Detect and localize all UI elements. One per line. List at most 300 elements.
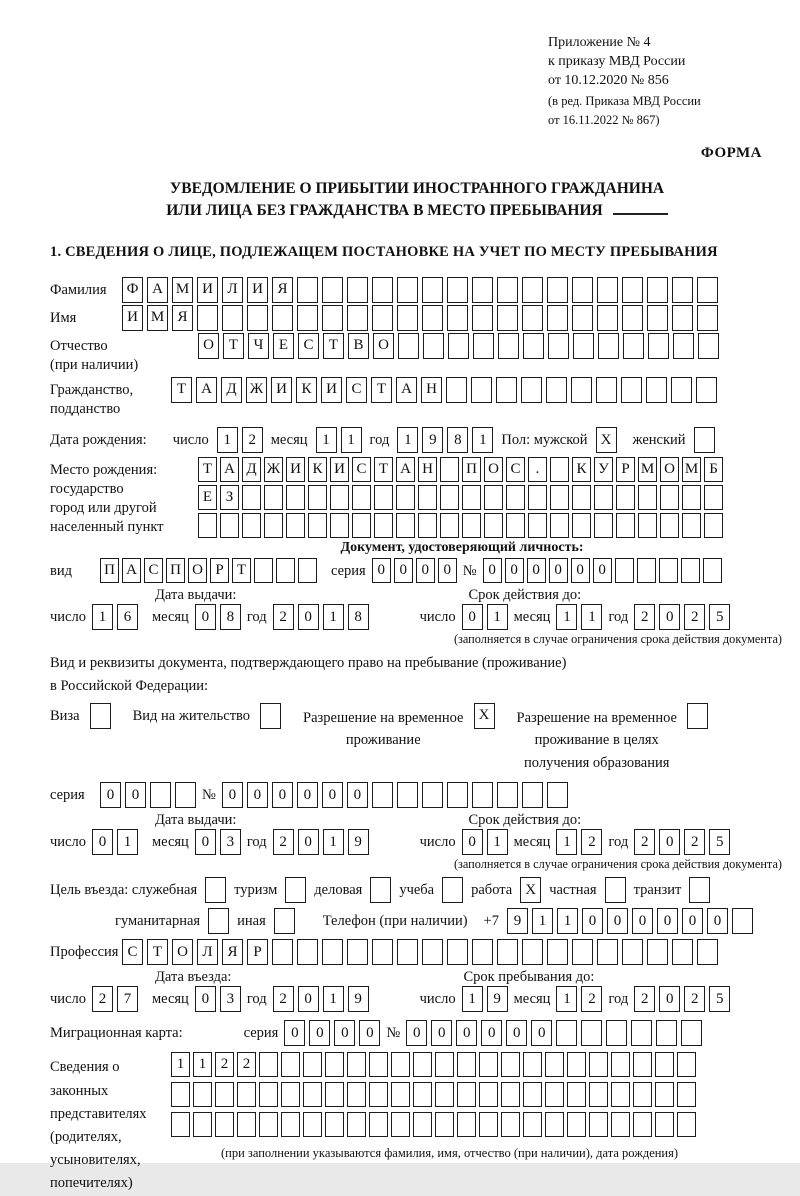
char-cell[interactable] bbox=[545, 1082, 564, 1107]
char-cell[interactable] bbox=[347, 1112, 366, 1137]
doc-kind-field[interactable] bbox=[100, 558, 317, 583]
char-cell[interactable] bbox=[567, 1112, 586, 1137]
char-cell[interactable]: 2 bbox=[634, 604, 655, 630]
char-cell[interactable] bbox=[276, 558, 295, 583]
char-cell[interactable] bbox=[698, 333, 719, 359]
char-cell[interactable]: 2 bbox=[581, 829, 602, 855]
char-cell[interactable]: Я bbox=[172, 305, 193, 331]
char-cell[interactable] bbox=[264, 485, 283, 510]
char-cell[interactable]: X bbox=[520, 877, 541, 903]
char-cell[interactable] bbox=[655, 1112, 674, 1137]
char-cell[interactable] bbox=[616, 485, 635, 510]
char-cell[interactable] bbox=[303, 1082, 322, 1107]
char-cell[interactable] bbox=[571, 377, 592, 403]
char-cell[interactable] bbox=[274, 908, 295, 934]
char-cell[interactable] bbox=[422, 782, 443, 808]
char-cell[interactable]: Ж bbox=[264, 457, 283, 482]
char-cell[interactable]: 0 bbox=[372, 558, 391, 583]
char-cell[interactable] bbox=[372, 939, 393, 965]
char-cell[interactable]: М bbox=[147, 305, 168, 331]
char-cell[interactable] bbox=[655, 1082, 674, 1107]
purpose-private-checkbox[interactable] bbox=[605, 877, 626, 903]
char-cell[interactable] bbox=[347, 305, 368, 331]
purpose-other-checkbox[interactable] bbox=[274, 908, 295, 934]
char-cell[interactable]: А bbox=[220, 457, 239, 482]
char-cell[interactable] bbox=[689, 877, 710, 903]
char-cell[interactable] bbox=[681, 558, 700, 583]
char-cell[interactable]: 0 bbox=[309, 1020, 330, 1046]
char-cell[interactable] bbox=[697, 305, 718, 331]
char-cell[interactable] bbox=[656, 1020, 677, 1046]
permit-valid-month[interactable] bbox=[556, 829, 602, 855]
char-cell[interactable] bbox=[193, 1112, 212, 1137]
char-cell[interactable]: 2 bbox=[684, 829, 705, 855]
char-cell[interactable] bbox=[272, 305, 293, 331]
char-cell[interactable] bbox=[597, 277, 618, 303]
char-cell[interactable]: 3 bbox=[220, 829, 241, 855]
char-cell[interactable]: 1 bbox=[323, 604, 344, 630]
char-cell[interactable]: Д bbox=[221, 377, 242, 403]
char-cell[interactable] bbox=[589, 1082, 608, 1107]
char-cell[interactable]: 2 bbox=[684, 986, 705, 1012]
char-cell[interactable] bbox=[687, 703, 708, 729]
char-cell[interactable]: А bbox=[147, 277, 168, 303]
char-cell[interactable] bbox=[398, 333, 419, 359]
char-cell[interactable] bbox=[581, 1020, 602, 1046]
char-cell[interactable] bbox=[497, 277, 518, 303]
char-cell[interactable] bbox=[572, 513, 591, 538]
residence-permit-checkbox[interactable] bbox=[260, 703, 281, 729]
char-cell[interactable] bbox=[572, 485, 591, 510]
purpose-official-checkbox[interactable] bbox=[205, 877, 226, 903]
char-cell[interactable]: С bbox=[144, 558, 163, 583]
char-cell[interactable]: Я bbox=[272, 277, 293, 303]
char-cell[interactable]: 0 bbox=[438, 558, 457, 583]
char-cell[interactable] bbox=[472, 939, 493, 965]
char-cell[interactable] bbox=[308, 485, 327, 510]
char-cell[interactable] bbox=[418, 513, 437, 538]
char-cell[interactable]: 2 bbox=[215, 1052, 234, 1077]
char-cell[interactable]: М bbox=[172, 277, 193, 303]
char-cell[interactable]: 1 bbox=[556, 986, 577, 1012]
char-cell[interactable] bbox=[506, 485, 525, 510]
char-cell[interactable] bbox=[622, 939, 643, 965]
char-cell[interactable] bbox=[647, 277, 668, 303]
char-cell[interactable]: Н bbox=[418, 457, 437, 482]
char-cell[interactable] bbox=[260, 703, 281, 729]
char-cell[interactable]: 1 bbox=[341, 427, 362, 453]
char-cell[interactable] bbox=[462, 485, 481, 510]
char-cell[interactable] bbox=[285, 877, 306, 903]
char-cell[interactable]: М bbox=[638, 457, 657, 482]
char-cell[interactable] bbox=[682, 513, 701, 538]
char-cell[interactable] bbox=[550, 457, 569, 482]
char-cell[interactable]: Д bbox=[242, 457, 261, 482]
char-cell[interactable]: 0 bbox=[531, 1020, 552, 1046]
char-cell[interactable]: О bbox=[188, 558, 207, 583]
char-cell[interactable] bbox=[171, 1082, 190, 1107]
char-cell[interactable]: 2 bbox=[273, 986, 294, 1012]
char-cell[interactable] bbox=[606, 1020, 627, 1046]
char-cell[interactable] bbox=[237, 1082, 256, 1107]
char-cell[interactable] bbox=[597, 939, 618, 965]
char-cell[interactable]: 1 bbox=[472, 427, 493, 453]
char-cell[interactable]: К bbox=[308, 457, 327, 482]
given-name-field[interactable] bbox=[122, 305, 718, 331]
char-cell[interactable]: Т bbox=[223, 333, 244, 359]
permit-valid-day[interactable] bbox=[462, 829, 508, 855]
char-cell[interactable]: . bbox=[528, 457, 547, 482]
permit-series-field[interactable] bbox=[100, 782, 196, 808]
char-cell[interactable] bbox=[659, 558, 678, 583]
char-cell[interactable] bbox=[484, 513, 503, 538]
char-cell[interactable] bbox=[572, 277, 593, 303]
char-cell[interactable] bbox=[447, 305, 468, 331]
char-cell[interactable]: И bbox=[247, 277, 268, 303]
char-cell[interactable]: 0 bbox=[505, 558, 524, 583]
purpose-transit-checkbox[interactable] bbox=[689, 877, 710, 903]
profession-field[interactable] bbox=[122, 939, 718, 965]
char-cell[interactable] bbox=[440, 513, 459, 538]
char-cell[interactable]: О bbox=[660, 457, 679, 482]
char-cell[interactable] bbox=[594, 485, 613, 510]
char-cell[interactable] bbox=[660, 485, 679, 510]
char-cell[interactable] bbox=[446, 377, 467, 403]
char-cell[interactable]: 2 bbox=[273, 604, 294, 630]
char-cell[interactable]: 0 bbox=[195, 604, 216, 630]
char-cell[interactable]: И bbox=[286, 457, 305, 482]
char-cell[interactable] bbox=[352, 513, 371, 538]
permit-issue-month[interactable] bbox=[195, 829, 241, 855]
char-cell[interactable] bbox=[347, 939, 368, 965]
char-cell[interactable]: 0 bbox=[462, 604, 483, 630]
char-cell[interactable] bbox=[457, 1082, 476, 1107]
char-cell[interactable]: О bbox=[373, 333, 394, 359]
char-cell[interactable] bbox=[523, 1052, 542, 1077]
char-cell[interactable] bbox=[448, 333, 469, 359]
char-cell[interactable] bbox=[472, 782, 493, 808]
char-cell[interactable]: 1 bbox=[556, 604, 577, 630]
char-cell[interactable]: Л bbox=[197, 939, 218, 965]
char-cell[interactable] bbox=[497, 782, 518, 808]
char-cell[interactable] bbox=[589, 1052, 608, 1077]
char-cell[interactable] bbox=[325, 1112, 344, 1137]
char-cell[interactable]: 0 bbox=[659, 986, 680, 1012]
char-cell[interactable] bbox=[528, 485, 547, 510]
char-cell[interactable] bbox=[622, 305, 643, 331]
char-cell[interactable] bbox=[242, 485, 261, 510]
char-cell[interactable]: С bbox=[346, 377, 367, 403]
char-cell[interactable]: С bbox=[122, 939, 143, 965]
char-cell[interactable]: 0 bbox=[456, 1020, 477, 1046]
char-cell[interactable] bbox=[397, 305, 418, 331]
temp-residence-education-checkbox[interactable] bbox=[687, 703, 708, 729]
char-cell[interactable] bbox=[197, 305, 218, 331]
char-cell[interactable] bbox=[556, 1020, 577, 1046]
char-cell[interactable] bbox=[397, 277, 418, 303]
char-cell[interactable]: 0 bbox=[571, 558, 590, 583]
char-cell[interactable] bbox=[396, 513, 415, 538]
char-cell[interactable]: А bbox=[396, 457, 415, 482]
char-cell[interactable] bbox=[696, 377, 717, 403]
char-cell[interactable] bbox=[193, 1082, 212, 1107]
char-cell[interactable] bbox=[572, 305, 593, 331]
char-cell[interactable]: 2 bbox=[242, 427, 263, 453]
char-cell[interactable] bbox=[673, 333, 694, 359]
char-cell[interactable] bbox=[672, 277, 693, 303]
char-cell[interactable] bbox=[259, 1052, 278, 1077]
char-cell[interactable] bbox=[330, 513, 349, 538]
char-cell[interactable]: 9 bbox=[348, 829, 369, 855]
char-cell[interactable] bbox=[647, 305, 668, 331]
char-cell[interactable] bbox=[150, 782, 171, 808]
char-cell[interactable]: 9 bbox=[487, 986, 508, 1012]
char-cell[interactable]: 0 bbox=[298, 829, 319, 855]
char-cell[interactable]: 0 bbox=[322, 782, 343, 808]
char-cell[interactable]: 0 bbox=[297, 782, 318, 808]
char-cell[interactable] bbox=[254, 558, 273, 583]
char-cell[interactable] bbox=[259, 1082, 278, 1107]
char-cell[interactable]: 2 bbox=[92, 986, 113, 1012]
char-cell[interactable]: А bbox=[396, 377, 417, 403]
char-cell[interactable]: И bbox=[330, 457, 349, 482]
char-cell[interactable] bbox=[374, 513, 393, 538]
char-cell[interactable]: 0 bbox=[272, 782, 293, 808]
char-cell[interactable]: 1 bbox=[487, 604, 508, 630]
char-cell[interactable] bbox=[272, 939, 293, 965]
char-cell[interactable] bbox=[655, 1052, 674, 1077]
char-cell[interactable] bbox=[496, 377, 517, 403]
char-cell[interactable]: 0 bbox=[481, 1020, 502, 1046]
char-cell[interactable]: Ч bbox=[248, 333, 269, 359]
char-cell[interactable] bbox=[281, 1082, 300, 1107]
char-cell[interactable] bbox=[522, 305, 543, 331]
char-cell[interactable]: О bbox=[172, 939, 193, 965]
char-cell[interactable]: 1 bbox=[193, 1052, 212, 1077]
char-cell[interactable]: 0 bbox=[298, 986, 319, 1012]
birth-place-field-row2[interactable] bbox=[198, 485, 723, 510]
char-cell[interactable]: К bbox=[296, 377, 317, 403]
char-cell[interactable]: 2 bbox=[634, 986, 655, 1012]
char-cell[interactable] bbox=[623, 333, 644, 359]
char-cell[interactable]: 1 bbox=[323, 829, 344, 855]
char-cell[interactable]: 2 bbox=[684, 604, 705, 630]
char-cell[interactable] bbox=[648, 333, 669, 359]
char-cell[interactable]: 0 bbox=[359, 1020, 380, 1046]
char-cell[interactable] bbox=[672, 939, 693, 965]
char-cell[interactable] bbox=[681, 1020, 702, 1046]
char-cell[interactable] bbox=[423, 333, 444, 359]
char-cell[interactable] bbox=[457, 1052, 476, 1077]
char-cell[interactable]: 9 bbox=[348, 986, 369, 1012]
purpose-business-checkbox[interactable] bbox=[370, 877, 391, 903]
char-cell[interactable] bbox=[615, 558, 634, 583]
char-cell[interactable] bbox=[372, 305, 393, 331]
char-cell[interactable] bbox=[447, 277, 468, 303]
char-cell[interactable] bbox=[479, 1082, 498, 1107]
char-cell[interactable]: Т bbox=[371, 377, 392, 403]
char-cell[interactable] bbox=[633, 1052, 652, 1077]
char-cell[interactable] bbox=[303, 1052, 322, 1077]
stay-year[interactable] bbox=[634, 986, 730, 1012]
char-cell[interactable]: 0 bbox=[284, 1020, 305, 1046]
purpose-study-checkbox[interactable] bbox=[442, 877, 463, 903]
char-cell[interactable]: 1 bbox=[532, 908, 553, 934]
char-cell[interactable] bbox=[621, 377, 642, 403]
purpose-work-checkbox[interactable] bbox=[520, 877, 541, 903]
char-cell[interactable] bbox=[442, 877, 463, 903]
char-cell[interactable] bbox=[286, 513, 305, 538]
char-cell[interactable] bbox=[369, 1082, 388, 1107]
char-cell[interactable] bbox=[671, 377, 692, 403]
char-cell[interactable]: Б bbox=[704, 457, 723, 482]
char-cell[interactable] bbox=[677, 1082, 696, 1107]
char-cell[interactable] bbox=[694, 427, 715, 453]
char-cell[interactable]: 0 bbox=[195, 986, 216, 1012]
char-cell[interactable]: 0 bbox=[659, 604, 680, 630]
id-issue-day[interactable] bbox=[92, 604, 138, 630]
char-cell[interactable]: 1 bbox=[316, 427, 337, 453]
char-cell[interactable] bbox=[369, 1112, 388, 1137]
char-cell[interactable] bbox=[646, 377, 667, 403]
char-cell[interactable] bbox=[322, 277, 343, 303]
char-cell[interactable] bbox=[303, 1112, 322, 1137]
char-cell[interactable] bbox=[547, 305, 568, 331]
char-cell[interactable]: 8 bbox=[348, 604, 369, 630]
char-cell[interactable] bbox=[175, 782, 196, 808]
char-cell[interactable]: Е bbox=[198, 485, 217, 510]
stay-month[interactable] bbox=[556, 986, 602, 1012]
char-cell[interactable] bbox=[677, 1112, 696, 1137]
char-cell[interactable] bbox=[281, 1052, 300, 1077]
birth-day-field[interactable] bbox=[217, 427, 263, 453]
char-cell[interactable] bbox=[374, 485, 393, 510]
char-cell[interactable]: 1 bbox=[323, 986, 344, 1012]
char-cell[interactable]: А bbox=[196, 377, 217, 403]
char-cell[interactable] bbox=[391, 1052, 410, 1077]
char-cell[interactable] bbox=[522, 939, 543, 965]
char-cell[interactable] bbox=[567, 1052, 586, 1077]
char-cell[interactable] bbox=[325, 1082, 344, 1107]
char-cell[interactable]: П bbox=[462, 457, 481, 482]
char-cell[interactable]: 8 bbox=[220, 604, 241, 630]
char-cell[interactable]: 0 bbox=[682, 908, 703, 934]
char-cell[interactable]: Т bbox=[171, 377, 192, 403]
char-cell[interactable] bbox=[589, 1112, 608, 1137]
char-cell[interactable] bbox=[697, 277, 718, 303]
char-cell[interactable]: 0 bbox=[247, 782, 268, 808]
char-cell[interactable]: 0 bbox=[607, 908, 628, 934]
char-cell[interactable] bbox=[479, 1112, 498, 1137]
char-cell[interactable] bbox=[497, 305, 518, 331]
id-valid-year[interactable] bbox=[634, 604, 730, 630]
char-cell[interactable] bbox=[548, 333, 569, 359]
char-cell[interactable]: Т bbox=[147, 939, 168, 965]
char-cell[interactable]: 0 bbox=[92, 829, 113, 855]
char-cell[interactable] bbox=[472, 305, 493, 331]
char-cell[interactable] bbox=[391, 1112, 410, 1137]
char-cell[interactable]: И bbox=[122, 305, 143, 331]
char-cell[interactable]: О bbox=[484, 457, 503, 482]
char-cell[interactable]: П bbox=[166, 558, 185, 583]
char-cell[interactable]: 0 bbox=[593, 558, 612, 583]
char-cell[interactable]: 5 bbox=[709, 829, 730, 855]
char-cell[interactable] bbox=[457, 1112, 476, 1137]
char-cell[interactable] bbox=[397, 782, 418, 808]
char-cell[interactable]: В bbox=[348, 333, 369, 359]
purpose-humanitarian-checkbox[interactable] bbox=[208, 908, 229, 934]
permit-issue-day[interactable] bbox=[92, 829, 138, 855]
phone-field[interactable] bbox=[507, 908, 753, 934]
char-cell[interactable] bbox=[347, 1082, 366, 1107]
char-cell[interactable] bbox=[703, 558, 722, 583]
char-cell[interactable] bbox=[447, 782, 468, 808]
char-cell[interactable] bbox=[472, 277, 493, 303]
birth-month-field[interactable] bbox=[316, 427, 362, 453]
char-cell[interactable]: 7 bbox=[117, 986, 138, 1012]
char-cell[interactable]: 0 bbox=[549, 558, 568, 583]
char-cell[interactable] bbox=[498, 333, 519, 359]
char-cell[interactable] bbox=[281, 1112, 300, 1137]
char-cell[interactable]: 1 bbox=[487, 829, 508, 855]
surname-field[interactable] bbox=[122, 277, 718, 303]
char-cell[interactable] bbox=[330, 485, 349, 510]
char-cell[interactable] bbox=[435, 1082, 454, 1107]
char-cell[interactable]: Ж bbox=[246, 377, 267, 403]
char-cell[interactable] bbox=[422, 277, 443, 303]
char-cell[interactable] bbox=[322, 939, 343, 965]
char-cell[interactable]: Я bbox=[222, 939, 243, 965]
char-cell[interactable]: 2 bbox=[237, 1052, 256, 1077]
char-cell[interactable] bbox=[611, 1082, 630, 1107]
char-cell[interactable] bbox=[506, 513, 525, 538]
char-cell[interactable] bbox=[297, 305, 318, 331]
char-cell[interactable]: 1 bbox=[217, 427, 238, 453]
char-cell[interactable] bbox=[435, 1112, 454, 1137]
char-cell[interactable] bbox=[413, 1112, 432, 1137]
char-cell[interactable] bbox=[237, 1112, 256, 1137]
char-cell[interactable] bbox=[440, 485, 459, 510]
char-cell[interactable] bbox=[637, 558, 656, 583]
char-cell[interactable] bbox=[90, 703, 111, 729]
char-cell[interactable] bbox=[413, 1052, 432, 1077]
char-cell[interactable] bbox=[605, 877, 626, 903]
char-cell[interactable] bbox=[484, 485, 503, 510]
char-cell[interactable] bbox=[297, 939, 318, 965]
char-cell[interactable] bbox=[396, 485, 415, 510]
char-cell[interactable] bbox=[594, 513, 613, 538]
doc-number-field[interactable] bbox=[483, 558, 722, 583]
char-cell[interactable] bbox=[397, 939, 418, 965]
char-cell[interactable] bbox=[447, 939, 468, 965]
char-cell[interactable] bbox=[596, 377, 617, 403]
char-cell[interactable]: 0 bbox=[506, 1020, 527, 1046]
char-cell[interactable]: 0 bbox=[416, 558, 435, 583]
stay-day[interactable] bbox=[462, 986, 508, 1012]
id-issue-year[interactable] bbox=[273, 604, 369, 630]
char-cell[interactable] bbox=[550, 513, 569, 538]
char-cell[interactable] bbox=[611, 1052, 630, 1077]
char-cell[interactable]: X bbox=[474, 703, 495, 729]
char-cell[interactable]: 2 bbox=[634, 829, 655, 855]
char-cell[interactable] bbox=[372, 277, 393, 303]
char-cell[interactable] bbox=[704, 513, 723, 538]
char-cell[interactable]: Р bbox=[616, 457, 635, 482]
char-cell[interactable]: 1 bbox=[397, 427, 418, 453]
char-cell[interactable]: 9 bbox=[422, 427, 443, 453]
temp-residence-checkbox[interactable] bbox=[474, 703, 495, 729]
char-cell[interactable]: С bbox=[352, 457, 371, 482]
